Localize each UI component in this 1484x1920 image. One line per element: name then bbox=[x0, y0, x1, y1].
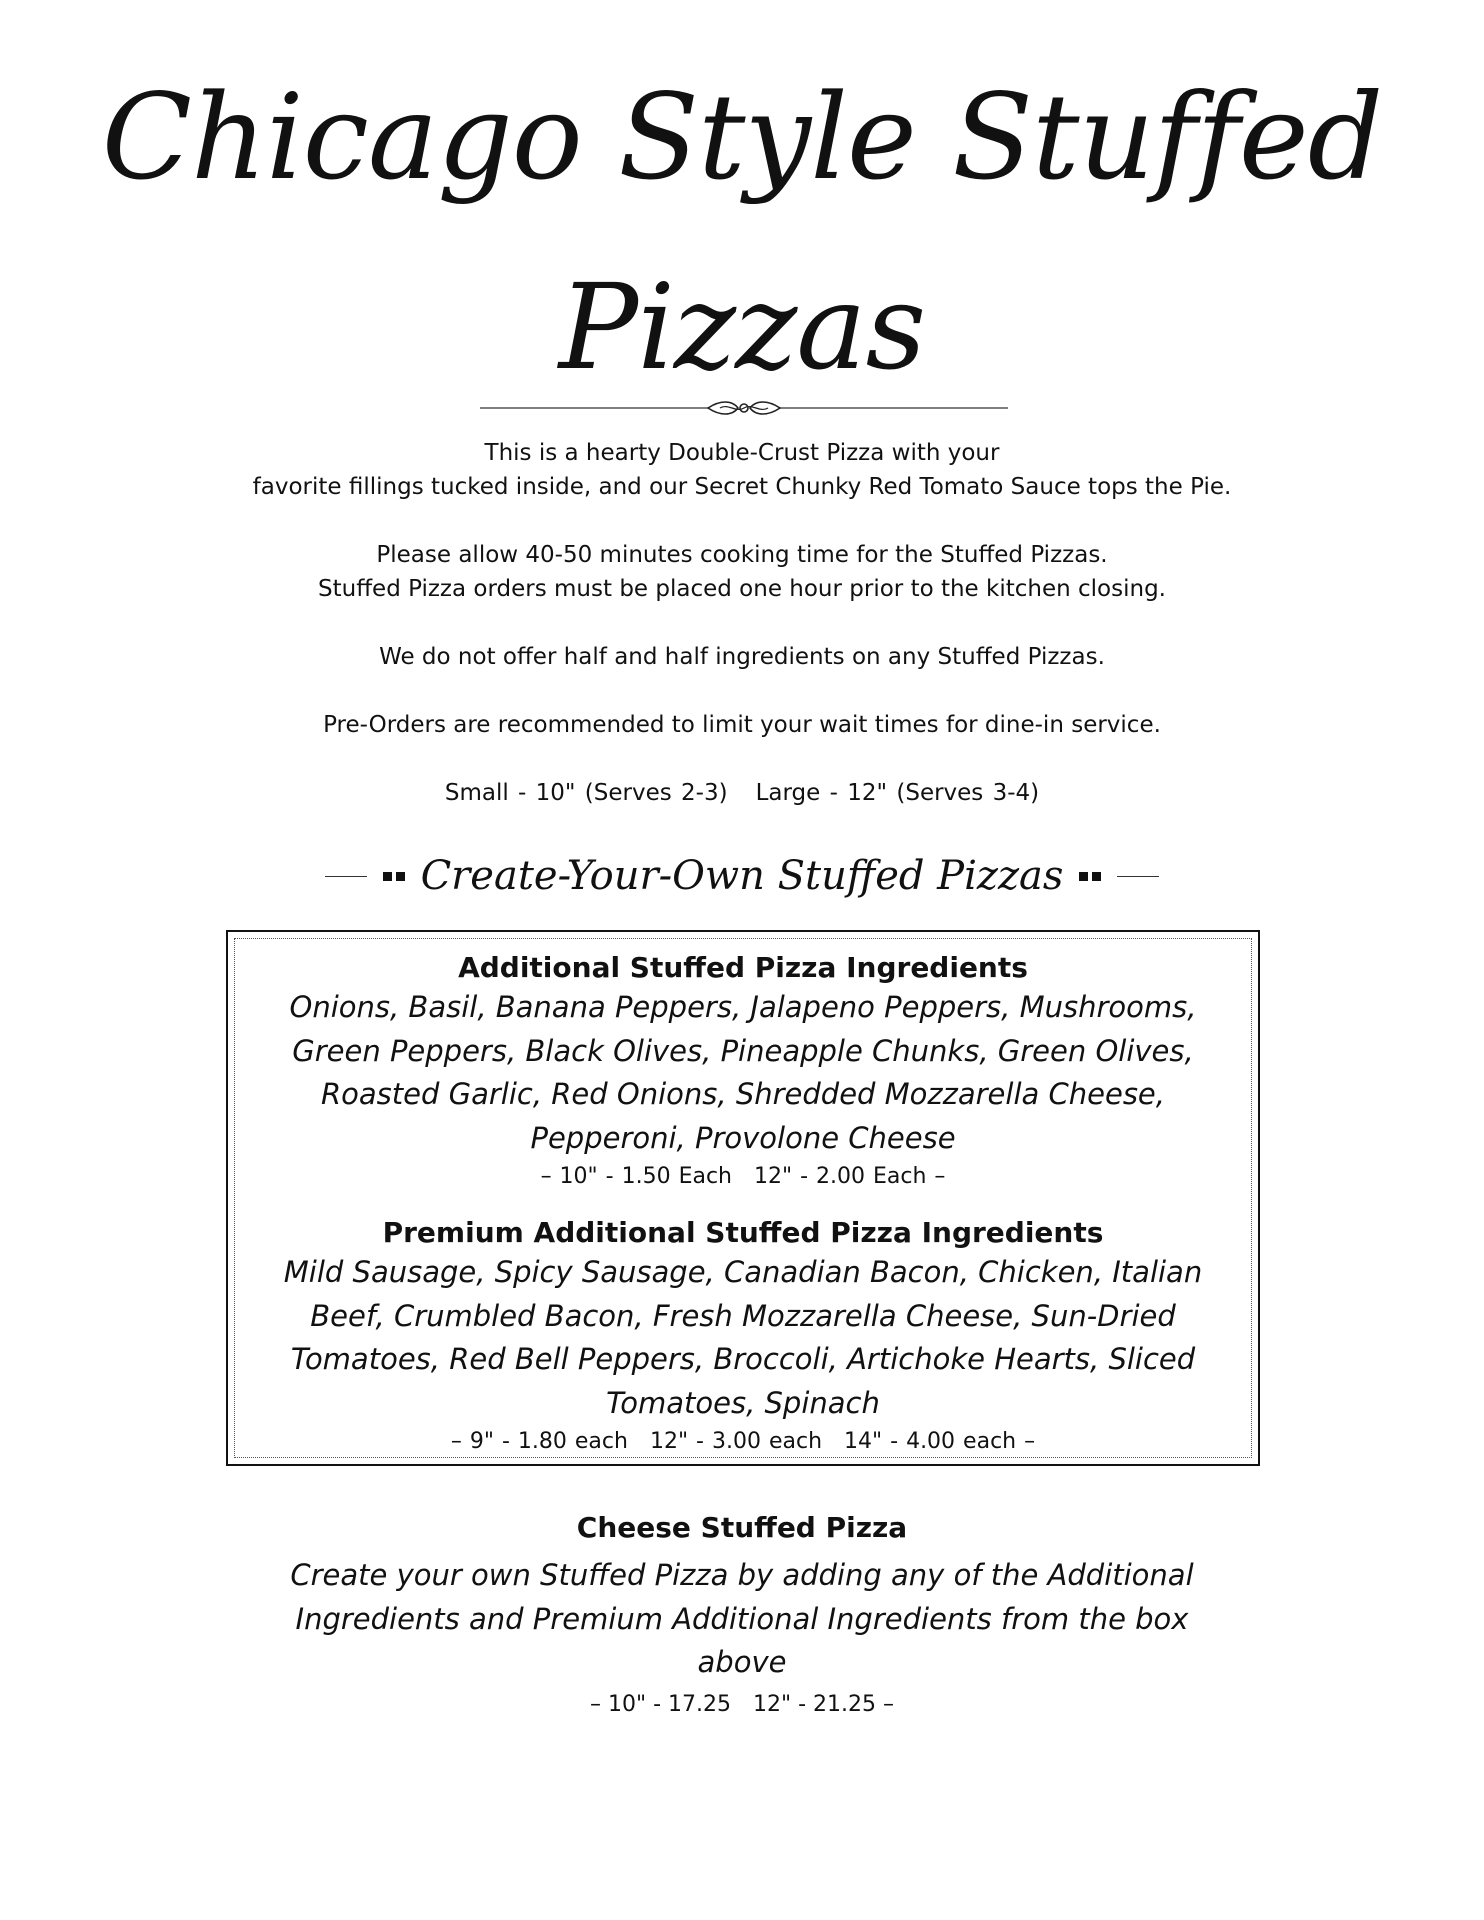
size-small: Small - 10" (Serves 2-3) bbox=[444, 780, 728, 806]
price-14: 14" - 4.00 each – bbox=[844, 1429, 1036, 1454]
ingredients-box bbox=[226, 930, 1260, 1466]
flourish-divider-icon bbox=[480, 398, 1008, 418]
square-bullet-icon bbox=[381, 872, 407, 881]
premium-ingredients-price bbox=[228, 1425, 1258, 1459]
price-9: – 9" - 1.80 each bbox=[450, 1429, 628, 1454]
description-line: Create your own Stuffed Pizza by adding any of the Additional bbox=[290, 1558, 1194, 1592]
description-line: Ingredients and Premium Additional Ingredients from the box bbox=[295, 1601, 1189, 1636]
intro-paragraph bbox=[0, 436, 1484, 504]
heading-rule-left bbox=[325, 876, 367, 877]
intro-line: This is a hearty Double-Crust Pizza with your bbox=[484, 440, 1000, 466]
cheese-pizza-description bbox=[270, 1554, 1214, 1685]
page-title-line-2: Pizzas bbox=[558, 258, 926, 396]
page-title-line-1: Chicago Style Stuffed bbox=[101, 68, 1383, 206]
intro-line: Stuffed Pizza orders must be placed one hour prior to the kitchen closing. bbox=[318, 576, 1166, 602]
ingredient-line: Green Peppers, Black Olives, Pineapple Chunks, Green Olives, bbox=[292, 1033, 1194, 1068]
price-10: – 10" - 1.50 Each bbox=[540, 1164, 732, 1189]
intro-line: Please allow 40-50 minutes cooking time for the Stuffed Pizzas. bbox=[376, 542, 1108, 568]
ingredient-line: Pepperoni, Provolone Cheese bbox=[530, 1120, 956, 1155]
premium-ingredients-title: Premium Additional Stuffed Pizza Ingredients bbox=[382, 1216, 1104, 1249]
additional-ingredients-section bbox=[228, 950, 1258, 1194]
additional-ingredients-title: Additional Stuffed Pizza Ingredients bbox=[458, 951, 1028, 984]
half-half-note: We do not offer half and half ingredients on any Stuffed Pizzas. bbox=[379, 644, 1105, 670]
cheese-pizza-title: Cheese Stuffed Pizza bbox=[576, 1511, 908, 1544]
additional-ingredients-price bbox=[228, 1160, 1258, 1194]
ingredient-line: Mild Sausage, Spicy Sausage, Canadian Bacon, Chicken, Italian bbox=[283, 1255, 1203, 1289]
cooking-time-paragraph bbox=[0, 538, 1484, 606]
price-12: 12" - 2.00 Each – bbox=[754, 1164, 946, 1189]
ingredient-line: Tomatoes, Spinach bbox=[606, 1385, 880, 1420]
description-line: above bbox=[697, 1645, 787, 1679]
price-12: 12" - 21.25 – bbox=[753, 1692, 895, 1717]
size-options bbox=[0, 776, 1484, 810]
ingredient-line: Onions, Basil, Banana Peppers, Jalapeno Peppers, Mushrooms, bbox=[289, 990, 1197, 1024]
pre-order-note: Pre-Orders are recommended to limit your wait times for dine-in service. bbox=[323, 712, 1161, 738]
intro-line: favorite fillings tucked inside, and our Secret Chunky Red Tomato Sauce tops the Pie. bbox=[252, 474, 1232, 500]
heading-rule-right bbox=[1117, 876, 1159, 877]
ingredient-line: Beef, Crumbled Bacon, Fresh Mozzarella Cheese, Sun-Dried bbox=[310, 1298, 1176, 1333]
square-bullet-icon bbox=[1077, 872, 1103, 881]
price-12: 12" - 3.00 each bbox=[649, 1429, 823, 1454]
ingredient-line: Tomatoes, Red Bell Peppers, Broccoli, Artichoke Hearts, Sliced bbox=[290, 1342, 1196, 1376]
cheese-pizza-price bbox=[0, 1688, 1484, 1722]
price-10: – 10" - 17.25 bbox=[589, 1692, 731, 1717]
ingredient-line: Roasted Garlic, Red Onions, Shredded Mozzarella Cheese, bbox=[321, 1077, 1165, 1111]
section-heading bbox=[0, 848, 1484, 904]
premium-ingredients-section bbox=[228, 1215, 1258, 1459]
section-heading-text: Create-Your-Own Stuffed Pizzas bbox=[420, 853, 1064, 899]
size-large: Large - 12" (Serves 3-4) bbox=[755, 780, 1040, 806]
